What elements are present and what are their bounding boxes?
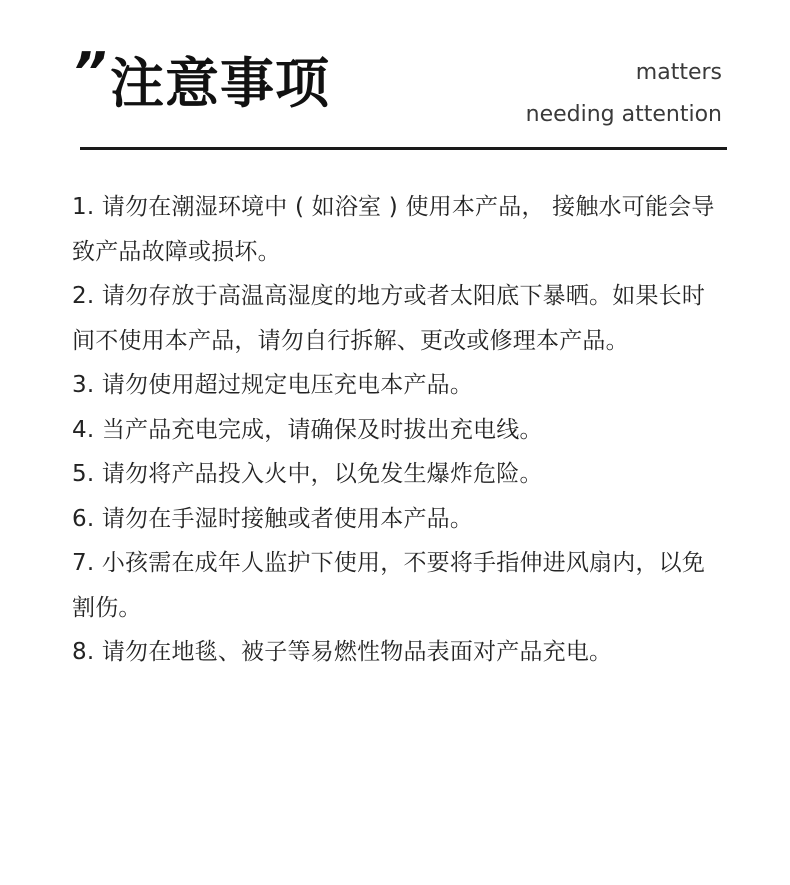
page-title: 注意事项	[110, 52, 330, 115]
header-divider	[80, 147, 727, 150]
note-item-6: 6. 请勿在手湿时接触或者使用本产品。	[72, 505, 474, 532]
note-item-4: 4. 当产品充电完成，请确保及时拔出充电线。	[72, 416, 543, 443]
note-item-8: 8. 请勿在地毯、被子等易燃性物品表面对产品充电。	[72, 639, 613, 665]
subtitle-line-2: needing attention	[525, 102, 722, 127]
quote-mark-icon: ”	[72, 41, 103, 104]
subtitle-line-1: matters	[635, 60, 722, 85]
note-item-1: 1. 请勿在潮湿环境中 ( 如浴室 ) 使用本产品， 接触水可能会导致产品故障或损坏。	[72, 194, 715, 265]
note-item-7: 7. 小孩需在成年人监护下使用，不要将手指伸进风扇内，以免割伤。	[72, 550, 706, 621]
note-item-5: 5. 请勿将产品投入火中，以免发生爆炸危险。	[72, 461, 543, 487]
header	[0, 0, 790, 150]
note-item-3: 3. 请勿使用超过规定电压充电本产品。	[72, 372, 474, 398]
note-item-2: 2. 请勿存放于高温高湿度的地方或者太阳底下暴晒。如果长时间不使用本产品，请勿自行拆解、更改或修理本产品。	[72, 283, 706, 354]
notes-list	[72, 185, 722, 675]
